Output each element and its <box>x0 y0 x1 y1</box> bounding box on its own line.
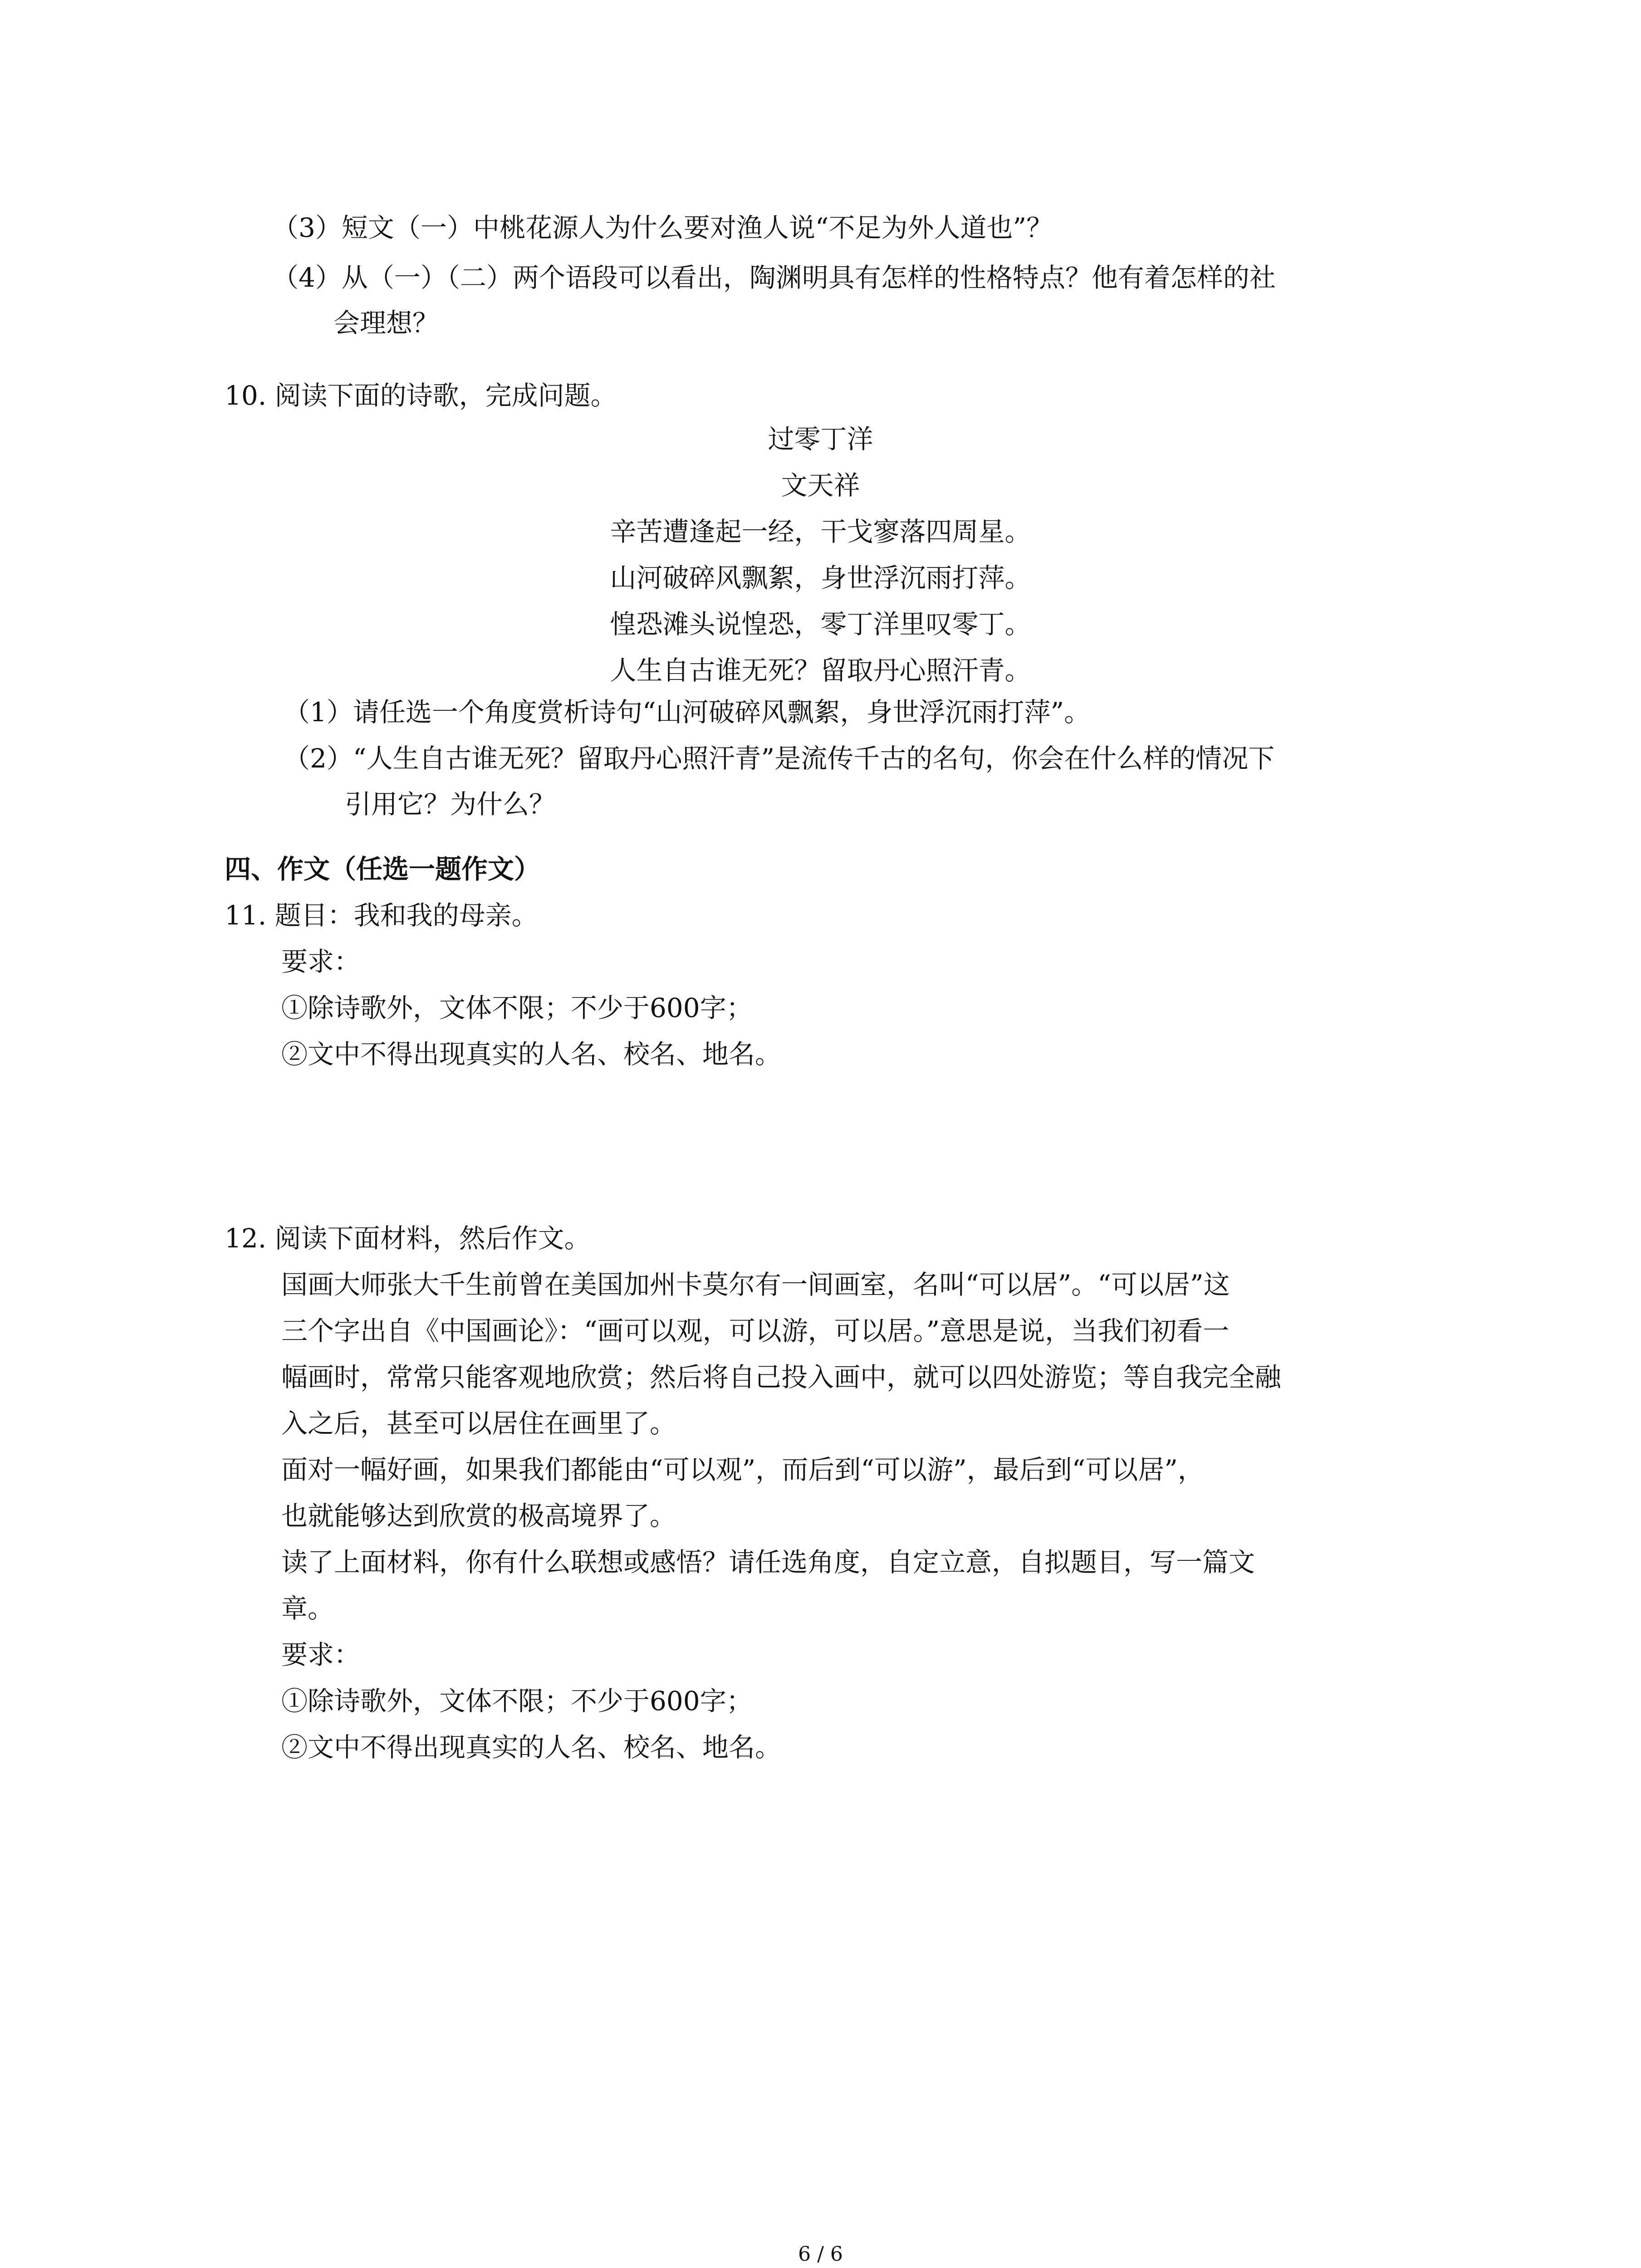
q12-req2: ②文中不得出现真实的人名、校名、地名。 <box>281 1732 782 1763</box>
q11-req-label: 要求： <box>281 946 361 977</box>
q11-prompt: 11. 题目：我和我的母亲。 <box>225 900 538 931</box>
q12-para2-line: 面对一幅好画，如果我们都能由“可以观”，而后到“可以游”，最后到“可以居”， <box>281 1454 1204 1485</box>
q10-sub2-line2: 引用它？为什么？ <box>345 789 556 820</box>
poem-author: 文天祥 <box>781 470 860 501</box>
q12-prompt: 12. 阅读下面材料，然后作文。 <box>225 1223 591 1254</box>
page-number: 6 / 6 <box>798 2243 843 2266</box>
poem-line: 山河破碎风飘絮，身世浮沉雨打萍。 <box>610 562 1031 593</box>
q9-sub3: （3）短文（一）中桃花源人为什么要对渔人说“不足为外人道也”？ <box>272 212 1053 243</box>
q12-para2-line: 也就能够达到欣赏的极高境界了。 <box>281 1501 676 1531</box>
q9-sub4-line2: 会理想？ <box>333 308 439 338</box>
q12-req1: ①除诗歌外，文体不限；不少于600字； <box>281 1686 753 1716</box>
q12-para1-line: 幅画时，常常只能客观地欣赏；然后将自己投入画中，就可以四处游览；等自我完全融 <box>281 1362 1282 1393</box>
q10-prompt: 10. 阅读下面的诗歌，完成问题。 <box>225 380 617 411</box>
poem-line: 辛苦遭逢起一经，干戈寥落四周星。 <box>610 516 1031 547</box>
q12-para1-line: 入之后，甚至可以居住在画里了。 <box>281 1408 676 1439</box>
q9-sub4-line1: （4）从（一）（二）两个语段可以看出，陶渊明具有怎样的性格特点？他有着怎样的社 <box>272 262 1276 293</box>
q12-para3-line: 读了上面材料，你有什么联想或感悟？请任选角度，自定立意，自拟题目，写一篇文 <box>281 1547 1255 1578</box>
q12-para1-line: 三个字出自《中国画论》：“画可以观，可以游，可以居。”意思是说，当我们初看一 <box>281 1315 1230 1346</box>
q12-req-label: 要求： <box>281 1639 361 1670</box>
q10-sub1: （1）请任选一个角度赏析诗句“山河破碎风飘絮，身世浮沉雨打萍”。 <box>284 697 1091 728</box>
q11-req2: ②文中不得出现真实的人名、校名、地名。 <box>281 1039 782 1070</box>
q12-para1-line: 国画大师张大千生前曾在美国加州卡莫尔有一间画室，名叫“可以居”。“可以居”这 <box>281 1269 1230 1300</box>
q11-req1: ①除诗歌外，文体不限；不少于600字； <box>281 992 753 1023</box>
q12-para3-line: 章。 <box>281 1593 334 1624</box>
poem-title: 过零丁洋 <box>768 424 873 455</box>
q10-sub2-line1: （2）“人生自古谁无死？留取丹心照汗青”是流传千古的名句，你会在什么样的情况下 <box>284 743 1275 774</box>
section-heading: 四、作文（任选一题作文） <box>225 854 541 885</box>
poem-line: 人生自古谁无死？留取丹心照汗青。 <box>610 655 1031 686</box>
poem-line: 惶恐滩头说惶恐，零丁洋里叹零丁。 <box>610 609 1031 640</box>
